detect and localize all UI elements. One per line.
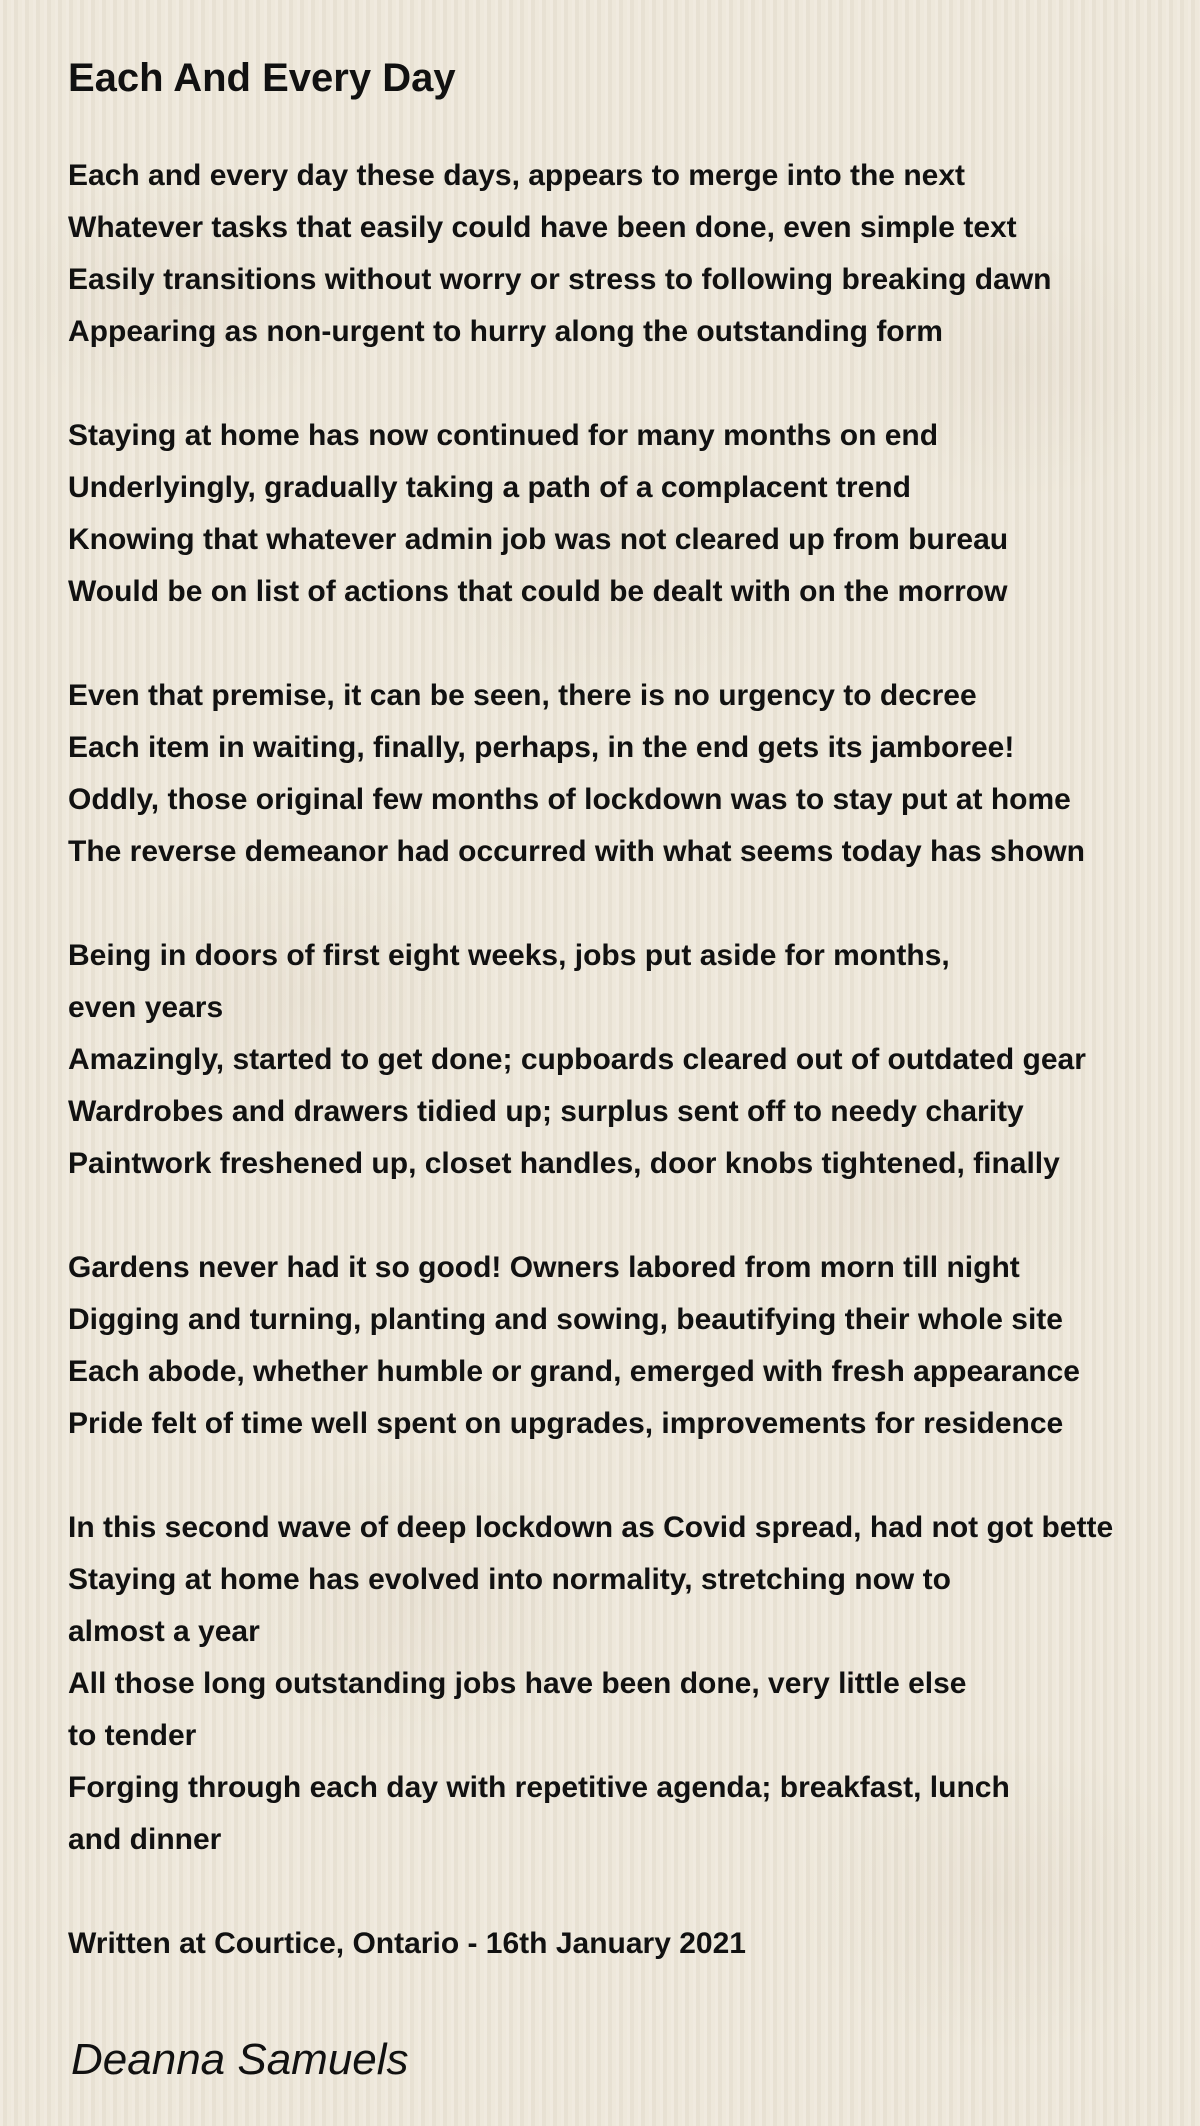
poem-line: to tender — [68, 1719, 197, 1752]
poem-line: Digging and turning, planting and sowing, beautifying their whole site — [68, 1303, 1063, 1336]
poem-line: Each item in waiting, finally, perhaps, in the end gets its jamboree! — [68, 731, 1015, 764]
poem-line: and dinner — [68, 1823, 222, 1856]
poem-line: All those long outstanding jobs have been done, very little else — [68, 1667, 967, 1700]
poem-line: Pride felt of time well spent on upgrades, improvements for residence — [68, 1407, 1064, 1440]
poem-line: In this second wave of deep lockdown as Covid spread, had not got bette — [68, 1511, 1114, 1544]
poem-line: Wardrobes and drawers tidied up; surplus sent off to needy charity — [68, 1095, 1024, 1128]
poem-line: Appearing as non-urgent to hurry along the outstanding form — [68, 315, 943, 348]
poem-line: The reverse demeanor had occurred with what seems today has shown — [68, 835, 1085, 868]
stanza — [68, 410, 1200, 618]
poem-body — [68, 150, 1200, 1970]
poem-line: Forging through each day with repetitive agenda; breakfast, lunch — [68, 1771, 1010, 1804]
poem-line: Would be on list of actions that could be dealt with on the morrow — [68, 575, 1008, 608]
poem-line: Even that premise, it can be seen, there is no urgency to decree — [68, 679, 977, 712]
poem-line: Whatever tasks that easily could have been done, even simple text — [68, 211, 1017, 244]
poem-line: Underlyingly, gradually taking a path of a complacent trend — [68, 471, 911, 504]
poem-line: Staying at home has now continued for many months on end — [68, 419, 939, 452]
poem-line: Each and every day these days, appears to merge into the next — [68, 159, 965, 192]
poem-line: Each abode, whether humble or grand, emerged with fresh appearance — [68, 1355, 1080, 1388]
poem-title: Each And Every Day — [68, 56, 456, 100]
stanza — [68, 930, 1200, 1190]
poem-page — [68, 48, 1200, 2090]
poem-line: Staying at home has evolved into normality, stretching now to — [68, 1563, 951, 1596]
poem-line: Oddly, those original few months of lockdown was to stay put at home — [68, 783, 1071, 816]
stanza — [68, 670, 1200, 878]
stanza — [68, 1242, 1200, 1450]
poem-line: Being in doors of first eight weeks, jobs put aside for months, — [68, 939, 950, 972]
poem-line: Gardens never had it so good! Owners labored from morn till night — [68, 1251, 1020, 1284]
stanza — [68, 1502, 1200, 1866]
poem-footnote: Written at Courtice, Ontario - 16th January 2021 — [68, 1927, 746, 1960]
poem-line: Paintwork freshened up, closet handles, door knobs tightened, finally — [68, 1147, 1060, 1180]
poem-author: Deanna Samuels — [71, 2035, 409, 2084]
poem-line: almost a year — [68, 1615, 260, 1648]
poem-line: even years — [68, 991, 224, 1024]
poem-line: Amazingly, started to get done; cupboards cleared out of outdated gear — [68, 1043, 1086, 1076]
poem-line: Knowing that whatever admin job was not cleared up from bureau — [68, 523, 1009, 556]
poem-line: Easily transitions without worry or stress to following breaking dawn — [68, 263, 1052, 296]
stanza — [68, 150, 1200, 358]
